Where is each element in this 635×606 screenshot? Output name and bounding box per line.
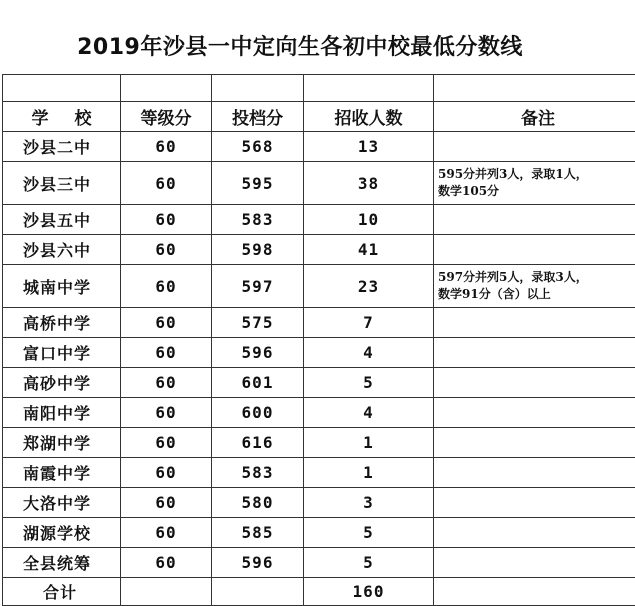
header-remarks: 备注 <box>434 102 635 132</box>
school-cell: 南阳中学 <box>3 398 121 428</box>
file-score-cell: 601 <box>212 368 304 398</box>
remarks-cell <box>434 205 635 235</box>
blank-cell <box>212 75 304 102</box>
enroll-cell: 10 <box>304 205 434 235</box>
table-row <box>3 235 635 265</box>
header-file-score: 投档分 <box>212 102 304 132</box>
table-row <box>3 205 635 235</box>
school-cell: 沙县五中 <box>3 205 121 235</box>
table-row <box>3 162 635 205</box>
remarks-cell <box>434 458 635 488</box>
school-cell: 沙县六中 <box>3 235 121 265</box>
enroll-cell: 3 <box>304 488 434 518</box>
table-row <box>3 132 635 162</box>
remarks-cell <box>434 548 635 578</box>
enroll-cell: 4 <box>304 398 434 428</box>
blank-cell <box>434 75 635 102</box>
table-row <box>3 308 635 338</box>
total-blank <box>434 578 635 606</box>
grade-score-cell: 60 <box>121 132 212 162</box>
file-score-cell: 575 <box>212 308 304 338</box>
header-row <box>3 102 635 132</box>
file-score-cell: 583 <box>212 205 304 235</box>
school-cell: 高桥中学 <box>3 308 121 338</box>
remarks-cell <box>434 488 635 518</box>
header-school-b: 校 <box>74 109 92 129</box>
grade-score-cell: 60 <box>121 548 212 578</box>
enroll-cell: 41 <box>304 235 434 265</box>
remarks-line: 数学105分 <box>438 184 500 198</box>
remarks-cell <box>434 398 635 428</box>
file-score-cell: 585 <box>212 518 304 548</box>
enroll-cell: 1 <box>304 458 434 488</box>
blank-cell <box>304 75 434 102</box>
enroll-cell: 5 <box>304 518 434 548</box>
blank-row <box>3 75 635 102</box>
table-row <box>3 548 635 578</box>
remarks-cell <box>434 132 635 162</box>
header-school <box>3 102 121 132</box>
table-row <box>3 428 635 458</box>
enroll-cell: 5 <box>304 548 434 578</box>
school-cell: 南霞中学 <box>3 458 121 488</box>
score-table <box>2 74 635 606</box>
remarks-line: 597分并列5人，录取3人， <box>438 270 588 284</box>
remarks-cell <box>434 368 635 398</box>
total-label: 合计 <box>3 578 121 606</box>
enroll-cell: 13 <box>304 132 434 162</box>
enroll-cell: 7 <box>304 308 434 338</box>
grade-score-cell: 60 <box>121 428 212 458</box>
grade-score-cell: 60 <box>121 338 212 368</box>
school-cell: 沙县三中 <box>3 162 121 205</box>
school-cell: 高砂中学 <box>3 368 121 398</box>
file-score-cell: 596 <box>212 548 304 578</box>
enroll-cell: 5 <box>304 368 434 398</box>
header-school-a: 学 <box>31 109 75 129</box>
school-cell: 沙县二中 <box>3 132 121 162</box>
enroll-cell: 1 <box>304 428 434 458</box>
grade-score-cell: 60 <box>121 235 212 265</box>
file-score-cell: 598 <box>212 235 304 265</box>
remarks-cell <box>434 308 635 338</box>
file-score-cell: 595 <box>212 162 304 205</box>
enroll-cell: 38 <box>304 162 434 205</box>
remarks-cell <box>434 518 635 548</box>
grade-score-cell: 60 <box>121 518 212 548</box>
blank-cell <box>121 75 212 102</box>
school-cell: 大洛中学 <box>3 488 121 518</box>
school-cell: 全县统筹 <box>3 548 121 578</box>
school-cell: 湖源学校 <box>3 518 121 548</box>
school-cell: 郑湖中学 <box>3 428 121 458</box>
file-score-cell: 580 <box>212 488 304 518</box>
table-row <box>3 458 635 488</box>
header-grade-score: 等级分 <box>121 102 212 132</box>
total-enroll: 160 <box>304 578 434 606</box>
grade-score-cell: 60 <box>121 308 212 338</box>
file-score-cell: 616 <box>212 428 304 458</box>
total-row <box>3 578 635 606</box>
remarks-line: 595分并列3人，录取1人， <box>438 167 588 181</box>
file-score-cell: 597 <box>212 265 304 308</box>
remarks-cell <box>434 162 635 205</box>
table-row <box>3 265 635 308</box>
table-row <box>3 338 635 368</box>
page-title: 2019年沙县一中定向生各初中校最低分数线 <box>77 35 523 60</box>
remarks-cell <box>434 235 635 265</box>
file-score-cell: 568 <box>212 132 304 162</box>
enroll-cell: 23 <box>304 265 434 308</box>
grade-score-cell: 60 <box>121 368 212 398</box>
total-blank <box>212 578 304 606</box>
remarks-cell <box>434 338 635 368</box>
table-row <box>3 368 635 398</box>
table-row <box>3 488 635 518</box>
grade-score-cell: 60 <box>121 488 212 518</box>
remarks-cell <box>434 265 635 308</box>
enroll-cell: 4 <box>304 338 434 368</box>
grade-score-cell: 60 <box>121 265 212 308</box>
file-score-cell: 596 <box>212 338 304 368</box>
blank-cell <box>3 75 121 102</box>
grade-score-cell: 60 <box>121 458 212 488</box>
school-cell: 城南中学 <box>3 265 121 308</box>
header-enroll: 招收人数 <box>304 102 434 132</box>
remarks-line: 数学91分（含）以上 <box>438 287 551 301</box>
school-cell: 富口中学 <box>3 338 121 368</box>
grade-score-cell: 60 <box>121 205 212 235</box>
remarks-cell <box>434 428 635 458</box>
file-score-cell: 583 <box>212 458 304 488</box>
grade-score-cell: 60 <box>121 162 212 205</box>
table-row <box>3 398 635 428</box>
file-score-cell: 600 <box>212 398 304 428</box>
grade-score-cell: 60 <box>121 398 212 428</box>
table-row <box>3 518 635 548</box>
total-blank <box>121 578 212 606</box>
